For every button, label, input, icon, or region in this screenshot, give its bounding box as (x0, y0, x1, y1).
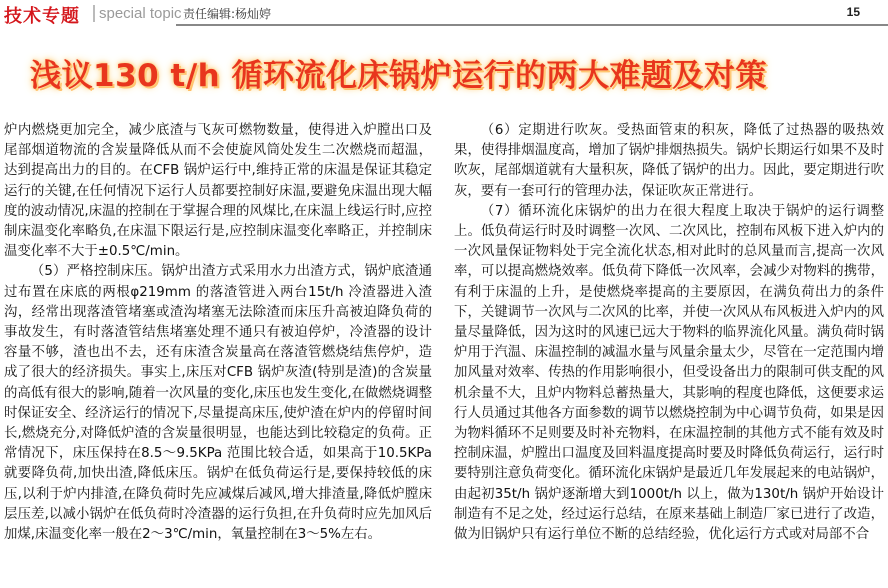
article-title: 浅议130 t/h 循环流化床锅炉运行的两大难题及对策 (30, 58, 768, 94)
left-column (4, 121, 432, 545)
paragraph: （7）循环流化床锅炉的出力在很大程度上取决于锅炉的运行调整上。低负荷运行时及时调整一次风、二次风比，控制布风板下进入炉内的一次风量保证物料处于完全流化状态,相对此时的总风量而言,提高一次风率，可以提高燃烧效率。低负荷下降低一次风率，会减少对物料的携带，有利于床温的上升，是使燃烧率提高的主要原因，在满负荷出力的条件下，关键调节一次风与二次风的比率，并使一次风从布风板进入炉内的风量尽量降低，因为这时的风速已远大于物料的临界流化风量。满负荷时锅炉用于汽温、床温控制的减温水量与风量余量太少，尽管在一定范围内增加风量对效率、传热的作用影响很小，但受设备出力的限制可供支配的风机余量不大，且炉内物料总蓄热量大，其影响的程度也降低，这便要求运行人员通过其他各方面参数的调节以燃烧控制为中心调节负荷，如果是因为物料循环不足则要及时补充物料，在床温控制的其他方式不能有效及时控制床温，炉膛出口温度及回料温度提高时要及时降低负荷运行，运行时要特别注意负荷变化。循环流化床锅炉是最近几年发展起来的电站锅炉，由起初35t/h 锅炉逐渐增大到1000t/h 以上，做为130t/h 锅炉开始设计制造有不足之处，经过运行总结，在原来基础上制造厂家已进行了改造，做为旧锅炉只有运行单位不断的总结经验，优化运行方式或对局部不合 (454, 203, 884, 543)
paragraph: 炉内燃烧更加完全，减少底渣与飞灰可燃物数量，使得进入炉膛出口及尾部烟道物流的含炭量降低从而不会使旋风筒处发生二次燃烧而超温，达到提高出力的目的。在CFB 锅炉运行中,维持正常的床温是保证其稳定运行的关键,在任何情况下运行人员都要控制好床温,要避免床温出现大幅度的波动情况,床温的控制在于掌握合理的风煤比,在床温上线运行时,应控制床温变化率略负,在床温下限运行是,应控制床温变化率略正，并控制床温变化率不大于±0.5℃/min。 (4, 123, 432, 260)
page-header (0, 0, 888, 28)
page-number: 15 (846, 5, 860, 19)
header-divider (176, 24, 888, 26)
paragraph: （6）定期进行吹灰。受热面管束的积灰，降低了过热器的吸热效果，使得排烟温度高，增加了锅炉排烟热损失。锅炉长期运行如果不及时吹灰，尾部烟道就有大量积灰，降低了锅炉的出力。因此，要定期进行吹灰，要有一套可行的管理办法，保证吹灰正常进行。 (454, 123, 884, 199)
responsible-editor: 责任编辑:杨灿婷 (183, 7, 272, 21)
right-column (454, 121, 884, 545)
section-label: 技术专题 (4, 6, 80, 27)
section-label-en: special topic (93, 5, 182, 22)
paragraph: （5）严格控制床压。锅炉出渣方式采用水力出渣方式，锅炉底渣通过布置在床底的两根φ219mm 的落渣管进入两台15t/h 冷渣器进入渣沟，经常出现落渣管堵塞或渣沟堵塞无法除渣而床压升高被迫降负荷的事故发生，有时落渣管结焦堵塞处理不通只有被迫停炉，冷渣器的设计容量不够，渣也出不去，还有床渣含炭量高在落渣管燃烧结焦停炉，造成了很大的经济损失。事实上,床压对CFB 锅炉灰渣(特别是渣)的含炭量的高低有很大的影响,随着一次风量的变化,床压也发生变化,在做燃烧调整时保证安全、经济运行的情况下,尽量提高床压,使炉渣在炉内的停留时间长,燃烧充分,对降低炉渣的含炭量很明显，也能达到比较稳定的负荷。正常情况下，床压保持在8.5～9.5KPa 范围比较合适，如果高于10.5KPa 就要降负荷,加快出渣,降低床压。锅炉在低负荷运行是,要保持较低的床压,以利于炉内排渣,在降负荷时先应减煤后减风,增大排渣量,降低炉膛床层压差,以减小锅炉在低负荷时冷渣器的运行负担,在升负荷时应先加风后加煤,床温变化率一般在2～3℃/min，氧量控制在3～5%左右。 (4, 264, 432, 543)
